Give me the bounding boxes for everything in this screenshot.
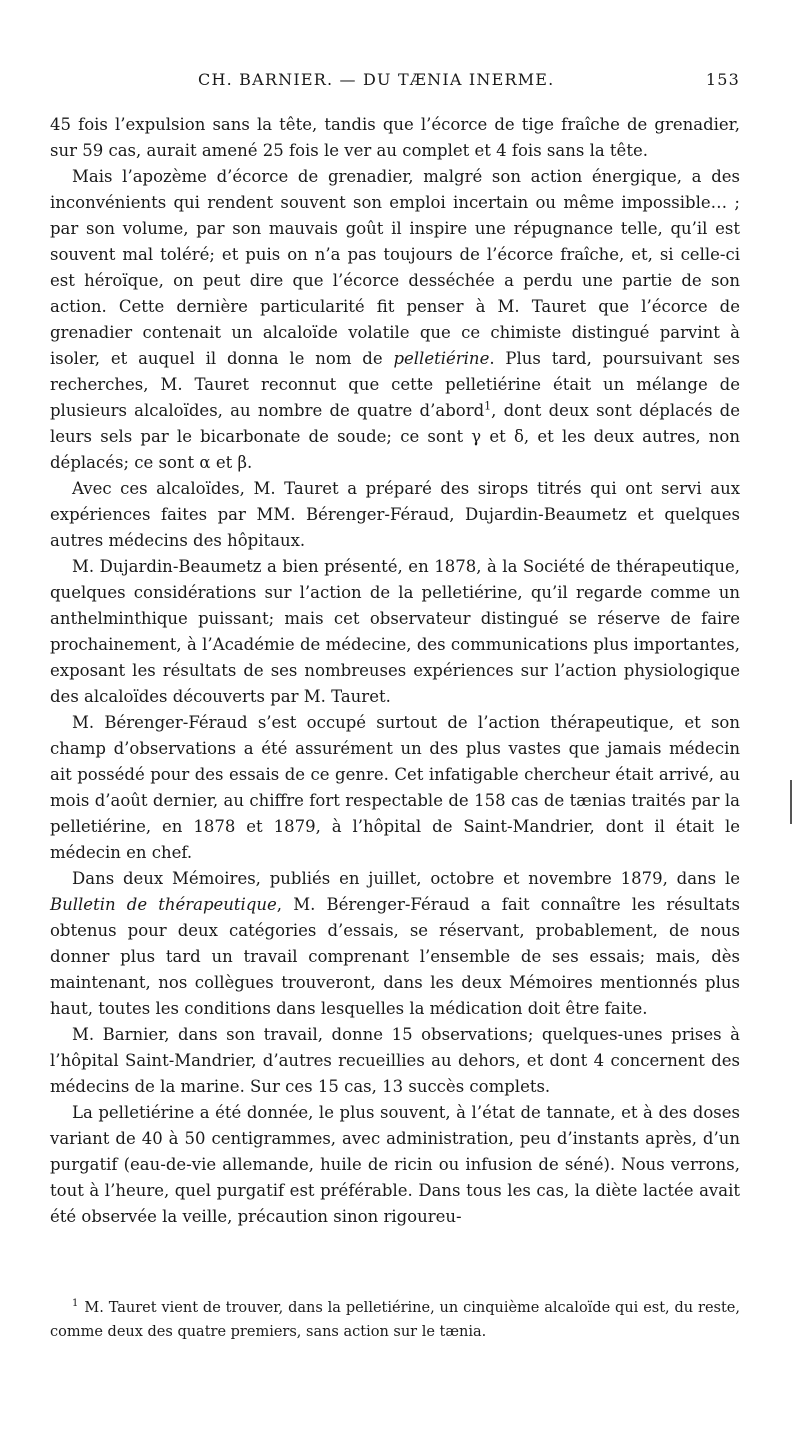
paragraph-5: M. Bérenger-Féraud s’est occupé surtout de l’action thérapeutique, et son champ d’observations a été assurément un des plus vastes que jamais médecin ait possédé pour des essais de ce genre. Cet infatigable chercheur était arrivé, au mois d’août dernier, au chiffre fort respectable de 158 cas de tænias traités par la pelletiérine, en 1878 et 1879, à l’hôpital de Saint-Mandrier, dont il était le médecin en chef. xyxy=(50,713,740,862)
paragraph-3: Avec ces alcaloïdes, M. Tauret a préparé des sirops titrés qui ont servi aux expériences faites par MM. Bérenger-Féraud, Dujardin-Beaumetz et quelques autres médecins des hôpitaux. xyxy=(50,479,740,550)
paragraph-1: 45 fois l’expulsion sans la tête, tandis que l’écorce de tige fraîche de grenadier, sur 59 cas, aurait amené 25 fois le ver au complet et 4 fois sans la tête. xyxy=(50,115,740,160)
paragraph-7: M. Barnier, dans son travail, donne 15 observations; quelques-unes prises à l’hôpital Saint-Mandrier, d’autres recueillies au dehors, et dont 4 concernent des médecins de la marine. Sur ces 15 cas, 13 succès complets. xyxy=(50,1025,740,1096)
running-head: CH. BARNIER. — DU TÆNIA INERME. xyxy=(198,70,555,89)
paragraph-2-part-c: , dont deux sont déplacés de leurs sels par le bicarbonate de soude; ce sont γ et δ, et les deux autres, non déplacés; ce sont α et β. xyxy=(50,401,740,472)
footnote-1-number: 1 xyxy=(72,1298,79,1310)
paragraph-6 xyxy=(50,866,740,1022)
paragraph-8: La pelletiérine a été donnée, le plus souvent, à l’état de tannate, et à des doses variant de 40 à 50 centigrammes, avec administration, peu d’instants après, d’un purgatif (eau-de-vie allemande, huile de ricin ou infusion de séné). Nous verrons, tout à l’heure, quel purgatif est préférable. Dans tous les cas, la diète lactée avait été observée la veille, précaution sinon rigoureu- xyxy=(50,1103,740,1226)
paragraph-2-part-a: Mais l’apozème d’écorce de grenadier, malgré son action énergique, a des inconvénients qui rendent souvent son emploi incertain ou même impossible… ; par son volume, par son mauvais goût il inspire une répugnance telle, qu’il est souvent mal toléré; et puis on n’a pas toujours de l’écorce fraîche, et, si celle-ci est héroïque, on peut dire que l’écorce desséchée a perdu une partie de son action. Cette dernière particularité fit penser à M. Tauret que l’écorce de grenadier contenait un alcaloïde volatile que ce chimiste distingué parvint à isoler, et auquel il donna le nom de xyxy=(50,167,740,368)
margin-mark xyxy=(790,780,792,824)
paragraph-2-part-b: . Plus tard, poursuivant ses recherches, M. Tauret reconnut que cette pelletiérine était un mélange de plusieurs alcaloïdes, au nombre de quatre d’abord xyxy=(50,349,741,420)
footnote-1 xyxy=(50,1296,740,1344)
paragraph-6-part-b: , M. Bérenger-Féraud a fait connaître les résultats obtenus pour deux catégories d’essais, se réservant, probablement, de nous donner plus tard un travail comprenant l’ensemble de ses essais; mais, dès maintenant, nos collègues trouveront, dans les deux Mémoires mentionnés plus haut, toutes les conditions dans lesquelles la médication doit être faite. xyxy=(50,895,740,1018)
footnote-1-text: M. Tauret vient de trouver, dans la pelletiérine, un cinquième alcaloïde qui est, du reste, comme deux des quatre premiers, sans action sur le tænia. xyxy=(50,1300,740,1340)
pelletierine-term: pelletiérine xyxy=(393,349,490,368)
footnote-marker-1[interactable]: 1 xyxy=(484,399,492,413)
paragraph-6-part-a: Dans deux Mémoires, publiés en juillet, octobre et novembre 1879, dans le xyxy=(72,869,740,888)
paragraph-2 xyxy=(50,164,740,476)
bulletin-title: Bulletin de thérapeutique xyxy=(50,895,277,914)
body-text xyxy=(50,112,740,1230)
page-number: 153 xyxy=(705,70,740,89)
paragraph-4: M. Dujardin-Beaumetz a bien présenté, en 1878, à la Société de thérapeutique, quelques considérations sur l’action de la pelletiérine, qu’il regarde comme un anthelminthique puissant; mais cet observateur distingué se réserve de faire prochainement, à l’Académie de médecine, des communications plus importantes, exposant les résultats de ses nombreuses expériences sur l’action physiologique des alcaloïdes découverts par M. Tauret. xyxy=(50,557,740,706)
footnotes xyxy=(50,1296,740,1344)
page-header xyxy=(140,70,740,96)
